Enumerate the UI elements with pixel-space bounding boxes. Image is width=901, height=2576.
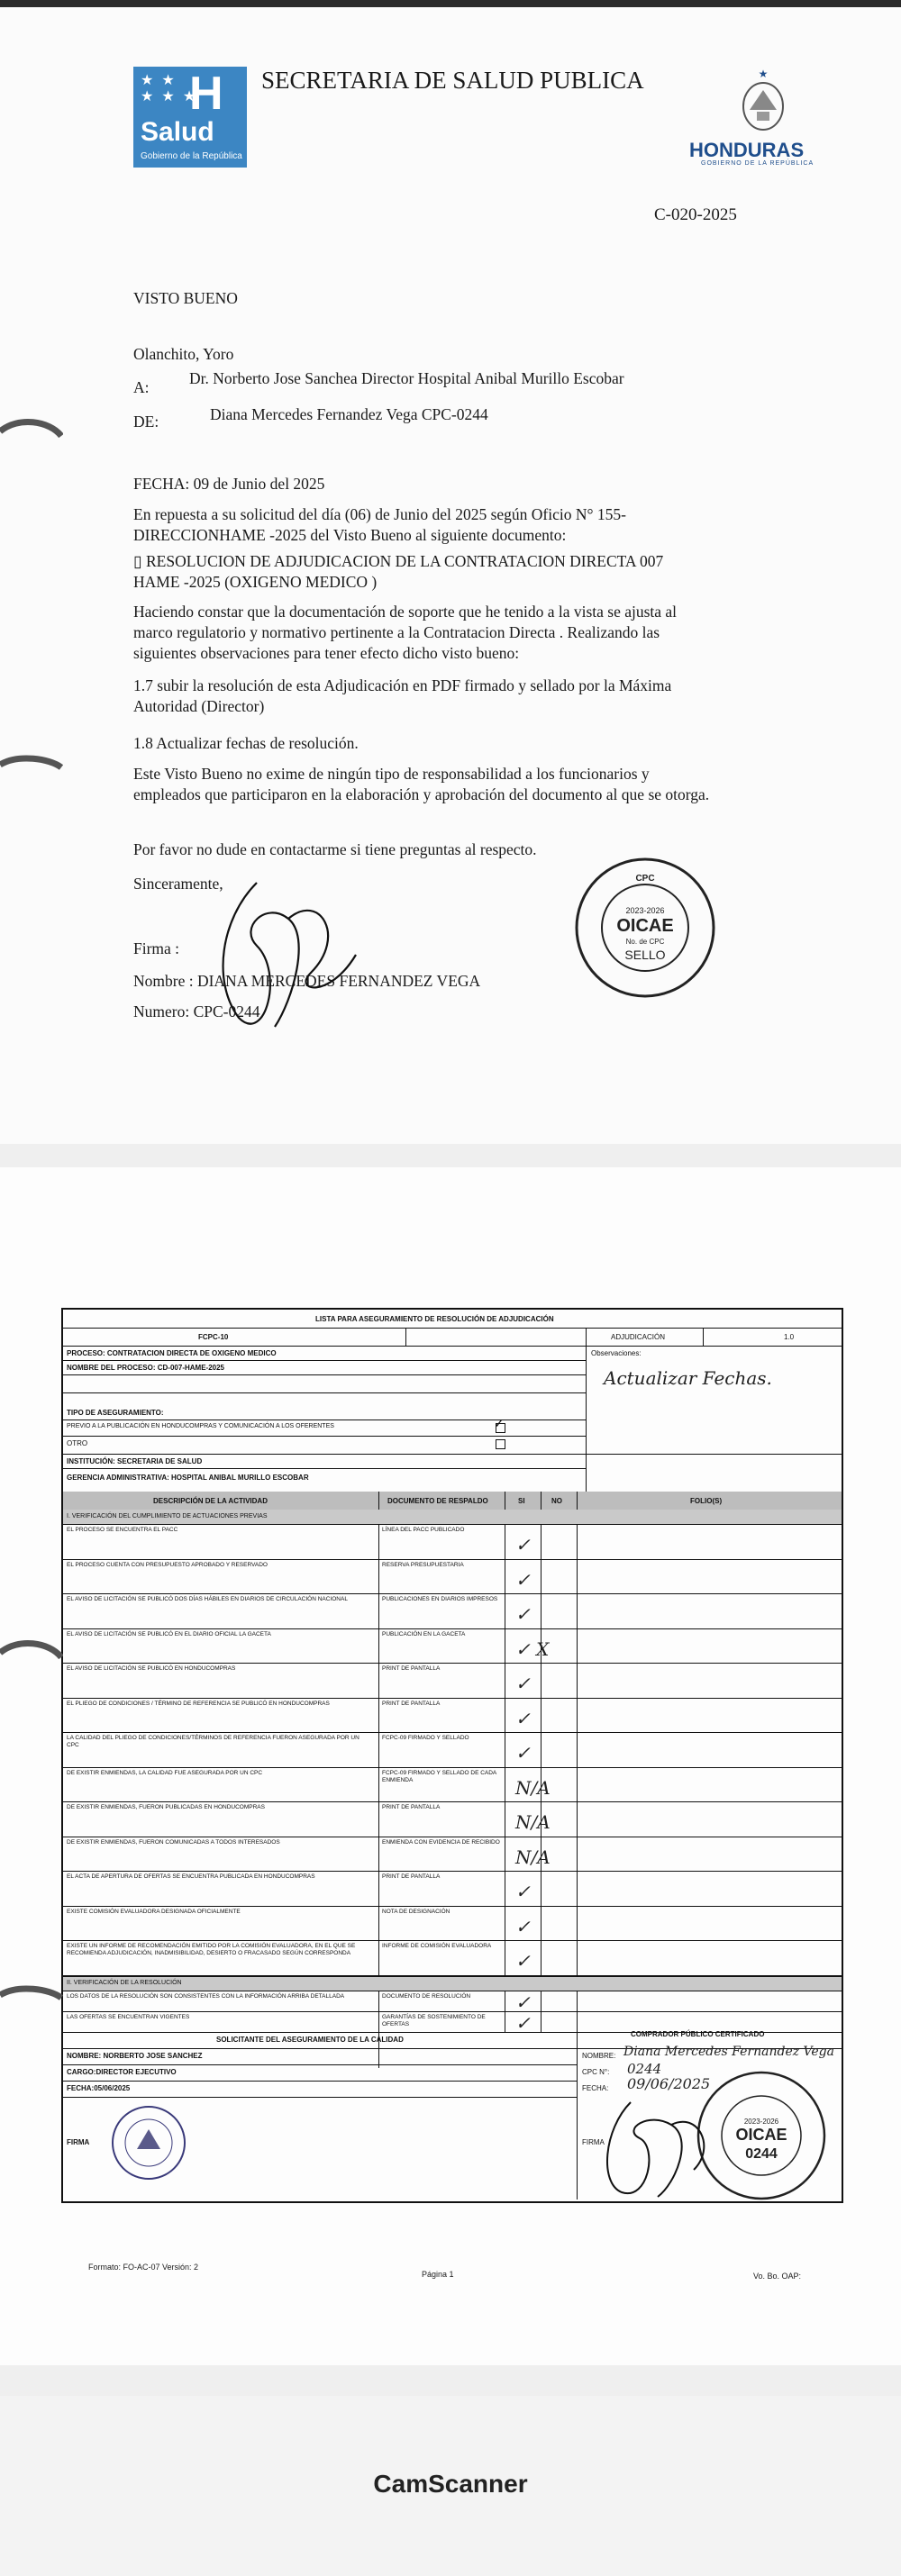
checklist-row bbox=[63, 1663, 842, 1699]
proceso-line: PROCESO: CONTRATACION DIRECTA DE OXIGENO MEDICO bbox=[67, 1349, 277, 1357]
row-document: PRINT DE PANTALLA bbox=[382, 1873, 441, 1880]
row-document: PRINT DE PANTALLA bbox=[382, 1700, 441, 1707]
row-check-mark[interactable]: ✓ bbox=[515, 1603, 531, 1625]
checklist-row bbox=[63, 1559, 842, 1595]
tipo-option-otro: OTRO bbox=[67, 1439, 88, 1447]
observaciones-handwritten: Actualizar Fechas. bbox=[604, 1367, 772, 1389]
row-check-mark[interactable]: N/A bbox=[515, 1846, 551, 1868]
observation-1: 1.7 subir la resolución de esta Adjudicación en PDF firmado y sellado por la Máxima Autoridad (Director) bbox=[133, 676, 672, 715]
cpc-fecha-label: FECHA: bbox=[582, 2084, 609, 2092]
form-title: LISTA PARA ASEGURAMIENTO DE RESOLUCIÓN DE ADJUDICACIÓN bbox=[315, 1315, 554, 1323]
row-document: PRINT DE PANTALLA bbox=[382, 1665, 441, 1672]
cpc-firma-label: FIRMA bbox=[582, 2138, 605, 2146]
honduras-sub: GOBIERNO DE LA REPÚBLICA bbox=[701, 160, 815, 167]
checkmark-icon: ✓ bbox=[494, 1416, 505, 1430]
cpc-nombre-handwritten: Diana Mercedes Fernandez Vega bbox=[623, 2045, 834, 2059]
numero-line: Numero: CPC-0244 bbox=[133, 1002, 260, 1020]
cpc-no-label: CPC N°: bbox=[582, 2068, 610, 2076]
row-document: FCPC-09 FIRMADO Y SELLADO bbox=[382, 1735, 469, 1741]
cpc-signature-icon bbox=[595, 2093, 721, 2201]
logo-h-letter: H bbox=[189, 68, 223, 120]
tipo-option-previo: PREVIO A LA PUBLICACIÓN EN HONDUCOMPRAS Y COMUNICACIÓN A LOS OFERENTES bbox=[67, 1423, 334, 1429]
logo-sub: Gobierno de la República bbox=[141, 151, 242, 161]
row-document: RESERVA PRESUPUESTARIA bbox=[382, 1561, 464, 1568]
svg-text:★: ★ bbox=[758, 68, 769, 80]
signature-icon bbox=[203, 865, 365, 1045]
row-document: GARANTÍAS DE SOSTENIMIENTO DE OFERTAS bbox=[382, 2014, 486, 2027]
observation-2: 1.8 Actualizar fechas de resolución. bbox=[133, 734, 359, 752]
scan-edge bbox=[0, 0, 901, 7]
row-description: DE EXISTIR ENMIENDAS, FUERON COMUNICADAS A TODOS INTERESADOS bbox=[67, 1838, 280, 1846]
row-description: EXISTE COMISIÓN EVALUADORA DESIGNADA OFICIALMENTE bbox=[67, 1908, 241, 1915]
svg-text:CPC: CPC bbox=[635, 874, 655, 884]
row-description: DE EXISTIR ENMIENDAS, FUERON PUBLICADAS EN HONDUCOMPRAS bbox=[67, 1804, 265, 1810]
memo-place: Olanchito, Yoro bbox=[133, 345, 234, 363]
honduras-emblem-icon bbox=[732, 65, 795, 137]
row-check-mark[interactable]: ✓ bbox=[515, 1915, 531, 1937]
solicitante-title: SOLICITANTE DEL ASEGURAMIENTO DE LA CALIDAD bbox=[216, 2036, 404, 2044]
svg-text:No. de CPC: No. de CPC bbox=[625, 938, 665, 946]
row-description: EL PLIEGO DE CONDICIONES / TÉRMINO DE REFERENCIA SE PUBLICÓ EN HONDUCOMPRAS bbox=[67, 1700, 330, 1707]
cpc-nombre-label: NOMBRE: bbox=[582, 2052, 616, 2060]
svg-text:OICAE: OICAE bbox=[735, 2126, 787, 2144]
checklist-row bbox=[63, 1837, 842, 1873]
row-document: PUBLICACIÓN EN LA GACETA bbox=[382, 1630, 466, 1637]
memo-date: FECHA: 09 de Junio del 2025 bbox=[133, 475, 325, 493]
sol-nombre: NOMBRE: NORBERTO JOSE SANCHEZ bbox=[67, 2052, 203, 2060]
row-description: EXISTE UN INFORME DE RECOMENDACIÓN EMITIDO POR LA COMISIÓN EVALUADORA, EN EL QUE SE RECOMIENDA ADJUDICACIÓN, INADMISIBILIDAD, DESIERTO O FRACASADO SEGÚN CORRESPONDA bbox=[67, 1943, 356, 1956]
row-document: NOTA DE DESIGNACIÓN bbox=[382, 1908, 450, 1915]
row-document: DOCUMENTO DE RESOLUCIÓN bbox=[382, 1993, 471, 2000]
cpc-fecha-handwritten: 09/06/2025 bbox=[627, 2075, 711, 2092]
row-check-mark[interactable]: N/A bbox=[515, 1776, 551, 1799]
memo-para3: Haciendo constar que la documentación de soporte que he tenido a la vista se ajusta al marco regulatorio y normativo pertinente a la Contratacion Directa . Realizando las siguientes observaciones para tener efecto dicho visto bueno: bbox=[133, 603, 678, 662]
hospital-seal-icon bbox=[108, 2102, 189, 2183]
memo-para1: En repuesta a su solicitud del día (06) de Junio del 2025 según Oficio N° 155-DIRECCIONHAME -2025 del Visto Bueno al siguiente documento: bbox=[133, 505, 626, 544]
row-description: EL PROCESO SE ENCUENTRA EL PACC bbox=[67, 1527, 178, 1533]
col-no: NO bbox=[551, 1497, 562, 1505]
row-check-mark[interactable]: ✓ bbox=[515, 2012, 531, 2034]
checklist-row bbox=[63, 1524, 842, 1560]
honduras-word: HONDURAS bbox=[689, 139, 805, 161]
checklist-row bbox=[63, 1732, 842, 1768]
checklist-row bbox=[63, 1940, 842, 1976]
checklist-row bbox=[63, 1801, 842, 1837]
row-description: EL ACTA DE APERTURA DE OFERTAS SE ENCUENTRA PUBLICADA EN HONDUCOMPRAS bbox=[67, 1873, 315, 1880]
row-check-mark[interactable]: ✓ bbox=[515, 1950, 531, 1972]
sol-firma-label: FIRMA bbox=[67, 2138, 90, 2146]
sello-stamp-icon bbox=[573, 856, 717, 1000]
col-documento: DOCUMENTO DE RESPALDO bbox=[387, 1497, 488, 1505]
footer-vobo: Vo. Bo. OAP: bbox=[753, 2272, 802, 2281]
checklist-row bbox=[63, 1906, 842, 1942]
checklist-row bbox=[63, 1871, 842, 1907]
section-2-title: II. VERIFICACIÓN DE LA RESOLUCIÓN bbox=[67, 1980, 182, 1986]
row-description: LA CALIDAD DEL PLIEGO DE CONDICIONES/TÉRMINOS DE REFERENCIA FUERON ASEGURADA POR UN CPC bbox=[67, 1735, 359, 1748]
checklist-row bbox=[63, 1991, 842, 2012]
col-descripcion: DESCRIPCIÓN DE LA ACTIVIDAD bbox=[153, 1497, 268, 1505]
salud-logo bbox=[133, 67, 247, 168]
memo-subject: VISTO BUENO bbox=[133, 289, 238, 307]
to-label: A: bbox=[133, 378, 150, 396]
row-document: FCPC-09 FIRMADO Y SELLADO DE CADA ENMIENDA bbox=[382, 1769, 496, 1783]
document-code: C-020-2025 bbox=[654, 205, 737, 224]
svg-text:2023-2026: 2023-2026 bbox=[625, 906, 665, 915]
memo-resolution-item: ▯ RESOLUCION DE ADJUDICACION DE LA CONTRATACION DIRECTA 007 HAME -2025 (OXIGENO MEDICO ) bbox=[133, 552, 664, 591]
sol-fecha: FECHA:05/06/2025 bbox=[67, 2084, 131, 2092]
binder-ring-icon bbox=[0, 749, 63, 780]
from-label: DE: bbox=[133, 413, 159, 431]
to-value: Dr. Norberto Jose Sanchea Director Hospital Anibal Murillo Escobar bbox=[189, 369, 624, 387]
sol-cargo: CARGO:DIRECTOR EJECUTIVO bbox=[67, 2068, 177, 2076]
col-folio: FOLIO(S) bbox=[690, 1497, 723, 1505]
nombre-line: Nombre : DIANA MERCEDES FERNANDEZ VEGA bbox=[133, 972, 481, 990]
row-check-mark[interactable]: ✓ bbox=[515, 1707, 531, 1729]
row-description: LOS DATOS DE LA RESOLUCIÓN SON CONSISTENTES CON LA INFORMACIÓN ARRIBA DETALLADA bbox=[67, 1993, 345, 2000]
ministry-title: SECRETARIA DE SALUD PUBLICA bbox=[261, 67, 644, 94]
cpc-no-handwritten: 0244 bbox=[627, 2061, 662, 2077]
row-description: DE EXISTIR ENMIENDAS, LA CALIDAD FUE ASEGURADA POR UN CPC bbox=[67, 1769, 263, 1776]
checklist-row bbox=[63, 1628, 842, 1664]
svg-text:0244: 0244 bbox=[745, 2146, 778, 2162]
row-check-mark[interactable]: ✓ bbox=[515, 1742, 531, 1764]
binder-ring-icon bbox=[0, 1637, 63, 1668]
form-doc-type: ADJUDICACIÓN bbox=[611, 1333, 666, 1341]
row-description: EL AVISO DE LICITACIÓN SE PUBLICÓ DOS DÍAS HÁBILES EN DIARIOS DE CIRCULACIÓN NACIONAL bbox=[67, 1596, 348, 1602]
firma-label: Firma : bbox=[133, 939, 180, 957]
comprador-title: COMPRADOR PÚBLICO CERTIFICADO bbox=[631, 2030, 765, 2038]
checklist-row bbox=[63, 1767, 842, 1803]
memo-closing: Sinceramente, bbox=[133, 875, 223, 893]
from-value: Diana Mercedes Fernandez Vega CPC-0244 bbox=[210, 405, 488, 423]
observaciones-label: Observaciones: bbox=[591, 1349, 642, 1357]
row-document: PUBLICACIONES EN DIARIOS IMPRESOS bbox=[382, 1596, 498, 1602]
form-code: FCPC-10 bbox=[198, 1333, 229, 1341]
row-check-mark[interactable]: ✓ bbox=[515, 1534, 531, 1556]
memo-para5: Por favor no dude en contactarme si tiene preguntas al respecto. bbox=[133, 840, 537, 858]
row-description: EL AVISO DE LICITACIÓN SE PUBLICÓ EN HONDUCOMPRAS bbox=[67, 1665, 236, 1672]
logo-word: Salud bbox=[141, 117, 214, 147]
checklist-row bbox=[63, 1593, 842, 1629]
row-description: LAS OFERTAS SE ENCUENTRAN VIGENTES bbox=[67, 2014, 190, 2020]
stars-icon: ★ ★ ★ ★ ★ bbox=[141, 71, 198, 104]
row-document: LÍNEA DEL PACC PUBLICADO bbox=[382, 1527, 465, 1533]
checklist-row bbox=[63, 1698, 842, 1734]
footer-pagina: Página 1 bbox=[422, 2270, 454, 2279]
svg-text:2023-2026: 2023-2026 bbox=[743, 2118, 779, 2126]
col-si: SI bbox=[518, 1497, 525, 1505]
institucion-line: INSTITUCIÓN: SECRETARIA DE SALUD bbox=[67, 1457, 203, 1465]
checklist-page bbox=[0, 1167, 901, 2365]
row-description: EL PROCESO CUENTA CON PRESUPUESTO APROBADO Y RESERVADO bbox=[67, 1561, 268, 1568]
camscanner-label: CamScanner bbox=[373, 2470, 528, 2498]
row-check-mark[interactable]: ✓ bbox=[515, 1673, 531, 1694]
row-check-mark[interactable]: ✓ bbox=[515, 1991, 531, 2013]
row-check-mark[interactable]: ✓ bbox=[515, 1568, 531, 1591]
memo-page bbox=[0, 0, 901, 1144]
nombre-proceso-line: NOMBRE DEL PROCESO: CD-007-HAME-2025 bbox=[67, 1364, 224, 1372]
row-document: PRINT DE PANTALLA bbox=[382, 1804, 441, 1810]
memo-para4: Este Visto Bueno no exime de ningún tipo de responsabilidad a los funcionarios y empleados que participaron en la elaboración y aprobación del documento al que se otorga. bbox=[133, 765, 710, 803]
checklist-form bbox=[61, 1308, 843, 2203]
row-check-mark[interactable]: N/A bbox=[515, 1811, 551, 1833]
camscanner-watermark bbox=[0, 2396, 901, 2576]
row-document: ENMIENDA CON EVIDENCIA DE RECIBIDO bbox=[382, 1838, 500, 1846]
section-1-title: I. VERIFICACIÓN DEL CUMPLIMIENTO DE ACTUACIONES PREVIAS bbox=[67, 1513, 268, 1519]
gerencia-line: GERENCIA ADMINISTRATIVA: HOSPITAL ANIBAL MURILLO ESCOBAR bbox=[67, 1474, 309, 1482]
form-version: 1.0 bbox=[784, 1333, 795, 1341]
row-description: EL AVISO DE LICITACIÓN SE PUBLICÓ EN EL DIARIO OFICIAL LA GACETA bbox=[67, 1630, 271, 1637]
svg-text:SELLO: SELLO bbox=[624, 948, 666, 962]
tipo-checkbox-otro[interactable] bbox=[496, 1439, 505, 1449]
row-check-mark[interactable]: ✓ bbox=[515, 1881, 531, 1902]
row-check-mark[interactable]: ✓ X bbox=[515, 1637, 550, 1660]
binder-ring-icon bbox=[0, 416, 63, 447]
binder-ring-icon bbox=[0, 1980, 63, 2010]
footer-formato: Formato: FO-AC-07 Versión: 2 bbox=[88, 2263, 199, 2272]
tipo-aseguramiento-label: TIPO DE ASEGURAMIENTO: bbox=[67, 1409, 164, 1417]
row-document: INFORME DE COMISIÓN EVALUADORA bbox=[382, 1943, 492, 1949]
svg-text:OICAE: OICAE bbox=[616, 916, 674, 936]
